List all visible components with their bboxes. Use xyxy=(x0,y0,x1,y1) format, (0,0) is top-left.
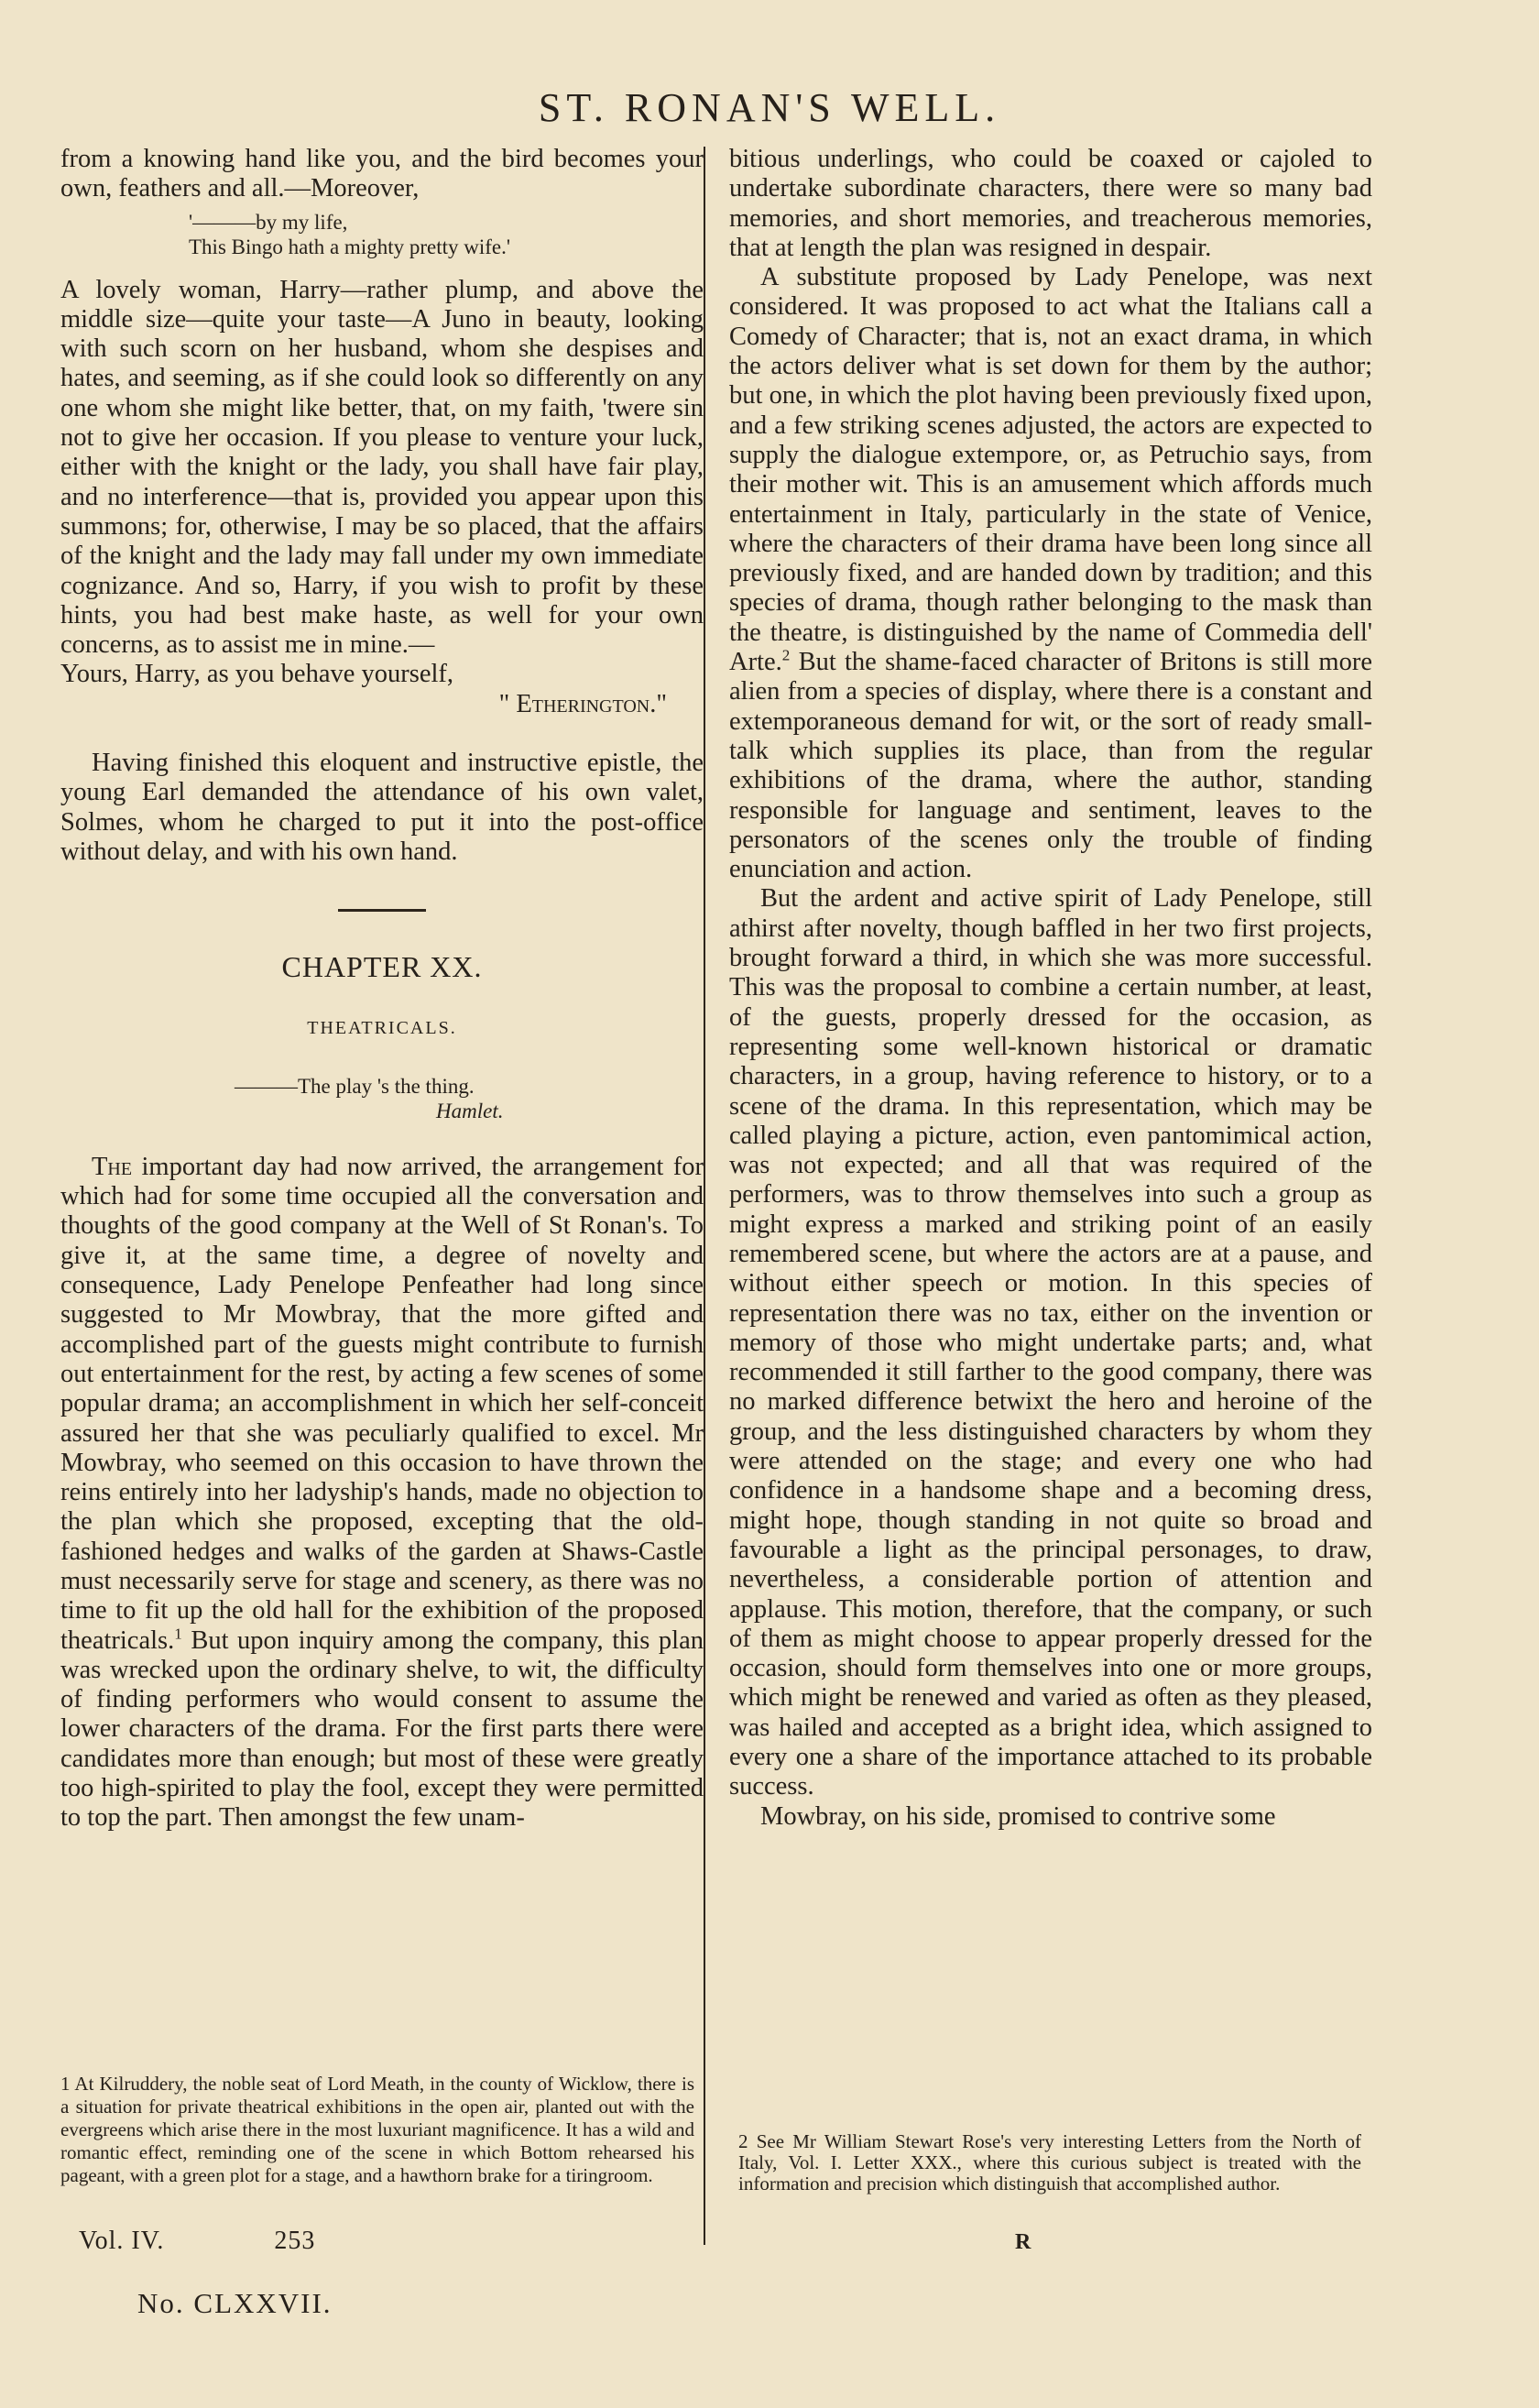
page-number: 253 xyxy=(274,2227,316,2255)
section-rule xyxy=(338,909,426,912)
volume-line xyxy=(79,2227,315,2256)
epigraph xyxy=(60,1074,704,1123)
footnote-1 xyxy=(60,2073,694,2187)
letter-signoff: Yours, Harry, as you behave yourself, xyxy=(60,660,454,689)
column-divider xyxy=(704,147,705,2245)
narrative-paragraph: Having finished this eloquent and instructive epistle, the young Earl demanded the attendance of his own valet, Solmes, whom he charged to put it into the post-office without delay, and with his own hand. xyxy=(60,749,704,866)
verse-quote xyxy=(60,210,704,259)
footnote-1-text: 1 At Kilruddery, the noble seat of Lord Meath, in the county of Wicklow, there is a situation for private theatrical exhibitions in the open air, planted out with the evergreens which arise there in the most luxuriant magnificence. It has a wild and romantic effect, reminding one of the scene in which Bottom rehearsed his pageant, with a green plot for a stage, and a hawthorn brake for a tiringroom. xyxy=(60,2073,694,2186)
letter-signature xyxy=(60,690,704,719)
chapter-opening-paragraph xyxy=(60,1153,704,1833)
volume-label: Vol. IV. xyxy=(79,2227,165,2255)
right-paragraph-3: But the ardent and active spirit of Lady Penelope, still athirst after novelty, though baffled in her two first projects, brought forward a third, in which she was more successful. This was the proposal to combine a certain number, at least, of the guests, properly dressed for the occasion, as representing some well-known historical or dramatic characters, in a group, having reference to history, or to a scene of the drama. In this representation, which may be called playing a picture, action, even pantomimical action, was not expected; and all that was required of the performers, was to throw themselves into such a group as might express a marked and striking point of an easily remembered scene, but where the actors are at a pause, and without either speech or motion. In this species of representation there was no tax, either on the invention or memory of those who might undertake parts; and, what recommended it still farther to the good company, there was no marked difference betwixt the hero and heroine of the group, and the less distinguished characters by whom they were attended on the stage; and every one who had confidence in a handsome shape and a becoming dress, might hope, though standing in not quite so broad and favourable a light as the principal personages, to draw, nevertheless, a considerable portion of attention and applause. This motion, therefore, that the company, or such of them as might choose to appear properly dressed for the occasion, should form themselves into one or more groups, which might be renewed and varied as often as they pleased, was hailed and accepted as a bright idea, which assigned to every one a share of the importance attached to its probable success. xyxy=(729,884,1372,1801)
right-paragraph-2 xyxy=(729,263,1372,884)
letter-continuation: from a knowing hand like you, and the bird becomes your own, feathers and all.—Moreover, xyxy=(60,145,704,203)
verse-line-1: '———by my life, xyxy=(189,210,348,234)
commedia-text-cont: But the shame-faced character of Britons is still more alien from a species of display, where there is a constant and extemporaneous demand for wit, or the sort of ready small-talk which supplies its place, than from the regular exhibitions of the drama, where the author, standing responsible for language and sentiment, leaves to the personators of the scenes only the trouble of finding enunciation and action. xyxy=(729,648,1372,884)
right-paragraph-1: bitious underlings, who could be coaxed or cajoled to undertake subordinate characters, there were so many bad memories, and short memories, and treacherous memories, that at length the plan was resigned in despair. xyxy=(729,145,1372,262)
right-paragraph-4: Mowbray, on his side, promised to contrive some xyxy=(760,1801,1276,1831)
left-column xyxy=(60,145,704,1833)
right-column xyxy=(729,145,1372,1832)
epigraph-text: ———The play 's the thing. xyxy=(235,1074,475,1098)
footnote-2 xyxy=(738,2131,1361,2195)
chapter-title: CHAPTER XX. xyxy=(281,950,483,984)
letter-paragraph: A lovely woman, Harry—rather plump, and above the middle size—quite your taste—A Juno in beauty, looking with such scorn on her husband, whom she despises and hates, and seeming, as if she could look so differently on any one whom she might like better, that, on my faith, 'twere sin not to give her occasion. If you please to venture your luck, either with the knight or the lady, you shall have fair play, and no interference—that is, provided you appear upon this summons; for, otherwise, I may be so placed, that the affairs of the knight and the lady may fall under my own immediate cognizance. And so, Harry, if you wish to profit by these hints, you had best make haste, as well for your own concerns, as to assist me in mine.— xyxy=(60,275,704,660)
opening-text-cont: But upon inquiry among the company, this plan was wrecked upon the ordinary shelve, to wit, the difficulty of finding performers who would consent to assume the lower characters of the drama. For the first parts there were candidates more than enough; but most of these were greatly too high-spirited to play the fool, except they were permitted to top the part. Then amongst the few unam- xyxy=(60,1625,704,1833)
verse-line-2: This Bingo hath a mighty pretty wife.' xyxy=(189,235,511,258)
commedia-text: A substitute proposed by Lady Penelope, was next considered. It was proposed to act what the Italians call a Comedy of Character; that is, not an exact drama, in which the actors deliver what is set down for them by the author; but one, in which the plot having been previously fixed upon, and a few striking scenes adjusted, the actors are expected to supply the dialogue extempore, or, as Petruchio says, from their mother wit. This is an amusement which affords much entertainment in Italy, particularly in the state of Venice, where the characters of their drama have been long since all previously fixed, and are handed down by tradition; and this species of drama, though rather belonging to the mask than the theatre, is distinguished by the name of Commedia dell' Arte. xyxy=(729,263,1372,677)
epigraph-source: Hamlet. xyxy=(436,1099,504,1122)
issue-number: No. CLXXVII. xyxy=(137,2287,333,2319)
chapter-subtitle: THEATRICALS. xyxy=(307,1017,457,1038)
footnote-2-text: 2 See Mr William Stewart Rose's very interesting Letters from the North of Italy, Vol. I. Letter XXX., where this curious subject is treated with the information and precision which distinguish that accomplished author. xyxy=(738,2130,1361,2195)
opening-word: The xyxy=(92,1152,133,1181)
running-head: ST. RONAN'S WELL. xyxy=(538,85,1001,130)
footnote-ref-1[interactable]: 1 xyxy=(174,1625,182,1643)
signature-name: " Etherington." xyxy=(498,689,667,718)
signature-mark: R xyxy=(1015,2230,1031,2254)
opening-text: important day had now arrived, the arrangement for which had for some time occupied all the conversation and thoughts of the good company at the Well of St Ronan's. To give it, at the same time, a degree of novelty and consequence, Lady Penelope Penfeather had long since suggested to Mr Mowbray, that the more gifted and accomplished part of the guests might contribute to furnish out entertainment for the rest, by acting a few scenes of some popular drama; an accomplishment in which her self-conceit assured her that she was peculiarly qualified to excel. Mr Mowbray, who seemed on this occasion to have thrown the reins entirely into her ladyship's hands, made no objection to the plan which she proposed, excepting that the old-fashioned hedges and walks of the garden at Shaws-Castle must necessarily serve for stage and scenery, as there was no time to fit up the old hall for the exhibition of the proposed theatricals. xyxy=(60,1152,704,1655)
footnote-ref-2[interactable]: 2 xyxy=(781,646,791,664)
